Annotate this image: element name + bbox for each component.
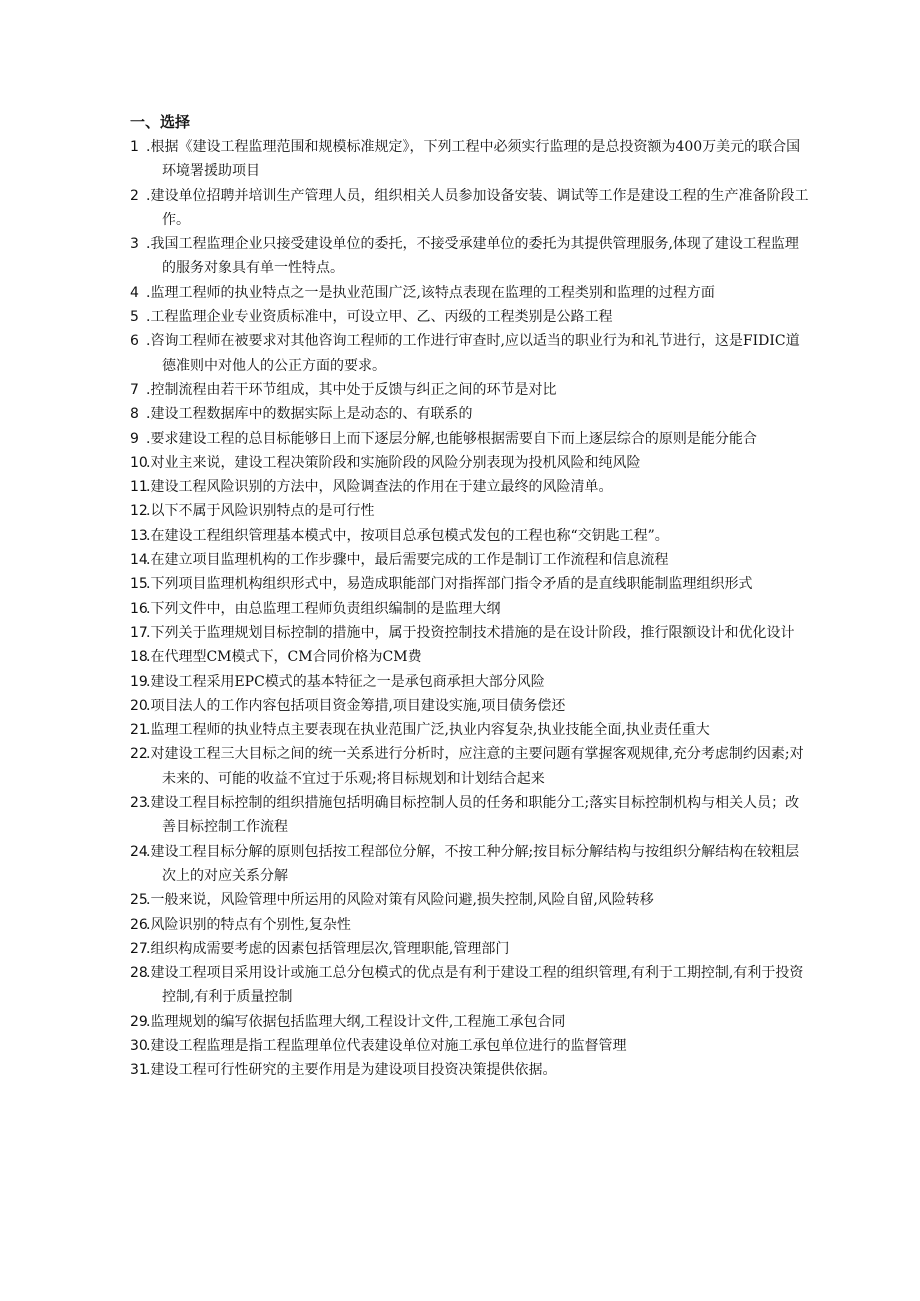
- item-number: 14: [130, 552, 148, 569]
- list-item: [0, 694, 920, 718]
- list-item: [0, 937, 920, 961]
- item-text: .在建设工程组织管理基本模式中，按项目总承包模式发包的工程也称“交钥匙工程”。: [146, 527, 669, 544]
- list-item: [0, 475, 920, 499]
- item-number: 17: [130, 624, 148, 641]
- item-text: .项目法人的工作内容包括项目资金筹措,项目建设实施,项目债务偿还: [146, 697, 566, 714]
- list-item: [0, 597, 920, 621]
- item-number: 1: [130, 139, 139, 155]
- item-number: 31: [130, 1062, 148, 1079]
- list-item: [0, 572, 920, 596]
- list-item: [0, 378, 920, 402]
- item-text: .监理工程师的执业特点之一是执业范围广泛,该特点表现在监理的工程类别和监理的过程方面: [146, 284, 715, 301]
- list-item: [0, 1010, 920, 1034]
- item-text: .监理工程师的执业特点主要表现在执业范围广泛,执业内容复杂,执业技能全面,执业责任重大: [146, 722, 710, 739]
- list-item: [0, 791, 920, 840]
- item-text: .建设工程数据库中的数据实际上是动态的、有联系的: [146, 406, 473, 423]
- item-number: 10: [130, 454, 148, 471]
- item-number: 16: [130, 600, 148, 617]
- list-item: [0, 840, 920, 889]
- item-number: 18: [130, 649, 148, 666]
- item-number: 27: [130, 940, 148, 957]
- question-list: [0, 135, 920, 1083]
- item-text: .建设工程项目采用设计或施工总分包模式的优点是有利于建设工程的组织管理,有利于工期控制,有利于投资控制,有利于质量控制: [146, 965, 804, 1006]
- item-number: 22: [130, 746, 148, 763]
- item-number: 21: [130, 722, 148, 739]
- list-item: [0, 135, 920, 184]
- item-text: .组织构成需要考虑的因素包括管理层次,管理职能,管理部门: [146, 940, 510, 957]
- item-number: 9: [130, 430, 139, 447]
- item-text: .下列文件中，由总监理工程师负责组织编制的是监理大纲: [146, 600, 501, 617]
- item-text: .风险识别的特点有个别性,复杂性: [146, 916, 351, 933]
- item-text: .对业主来说，建设工程决策阶段和实施阶段的风险分别表现为投机风险和纯风险: [146, 454, 641, 471]
- list-item: [0, 670, 920, 694]
- list-item: [0, 232, 920, 281]
- item-number: 11: [130, 479, 148, 496]
- item-text: .建设工程目标分解的原则包括按工程部位分解，不按工种分解;按目标分解结构与按组织分解结构在较粗层次上的对应关系分解: [146, 843, 800, 884]
- item-number: 30: [130, 1037, 148, 1054]
- item-text: .一般来说，风险管理中所运用的风险对策有风险问避,损失控制,风险自留,风险转移: [146, 892, 654, 909]
- item-text: .下列项目监理机构组织形式中，易造成职能部门对指挥部门指令矛盾的是直线职能制监理组织形式: [146, 576, 753, 593]
- list-item: [0, 913, 920, 937]
- item-text: .建设工程目标控制的组织措施包括明确目标控制人员的任务和职能分工;落实目标控制机构与相关人员；改善目标控制工作流程: [146, 795, 800, 836]
- item-text: .以下不属于风险识别特点的是可行性: [146, 503, 375, 520]
- item-text: .建设单位招聘并培训生产管理人员，组织相关人员参加设备安装、调试等工作是建设工程的生产准备阶段工作。: [146, 187, 809, 228]
- list-item: [0, 499, 920, 523]
- item-text: .对建设工程三大目标之间的统一关系进行分析时，应注意的主要问题有掌握客观规律,充分考虑制约因素;对未来的、可能的收益不宜过于乐观;将目标规划和计划结合起来: [146, 746, 804, 787]
- list-item: [0, 402, 920, 426]
- item-number: 25: [130, 892, 148, 909]
- list-item: [0, 1058, 920, 1082]
- item-number: 12: [130, 503, 148, 520]
- list-item: [0, 888, 920, 912]
- section-heading: 一、选择: [130, 113, 191, 131]
- item-text: .建设工程采用EPC模式的基本特征之一是承包商承担大部分风险: [146, 673, 545, 690]
- item-text: .工程监理企业专业资质标准中，可设立甲、乙、丙级的工程类别是公路工程: [146, 309, 613, 326]
- item-number: 24: [130, 843, 148, 860]
- list-item: [0, 524, 920, 548]
- item-number: 15: [130, 576, 148, 593]
- item-number: 3: [130, 236, 139, 253]
- item-number: 29: [130, 1013, 148, 1030]
- item-number: 8: [130, 406, 139, 423]
- item-text: .下列关于监理规划目标控制的措施中，属于投资控制技术措施的是在设计阶段，推行限额设计和优化设计: [146, 624, 795, 641]
- item-text: .根据《建设工程监理范围和规模标准规定》，下列工程中必须实行监理的是总投资额为400万美元的联合国环境署援助项目: [146, 139, 801, 180]
- item-text: .监理规划的编写依据包括监理大纲,工程设计文件,工程施工承包合同: [146, 1013, 566, 1030]
- list-item: [0, 718, 920, 742]
- list-item: [0, 184, 920, 233]
- item-number: 19: [130, 673, 148, 690]
- item-number: 13: [130, 527, 148, 544]
- list-item: [0, 305, 920, 329]
- list-item: [0, 281, 920, 305]
- item-text: .建设工程可行性研究的主要作用是为建设项目投资决策提供依据。: [146, 1062, 557, 1079]
- item-text: .要求建设工程的总目标能够日上而下逐层分解,也能够根据需要自下而上逐层综合的原则是能分能合: [146, 430, 757, 447]
- item-text: .我国工程监理企业只接受建设单位的委托，不接受承建单位的委托为其提供管理服务,体现了建设工程监理的服务对象具有单一性特点。: [146, 236, 799, 277]
- item-number: 23: [130, 795, 148, 812]
- list-item: [0, 742, 920, 791]
- list-item: [0, 1034, 920, 1058]
- list-item: [0, 645, 920, 669]
- item-number: 28: [130, 965, 148, 982]
- item-text: .建设工程监理是指工程监理单位代表建设单位对施工承包单位进行的监督管理: [146, 1037, 627, 1054]
- list-item: [0, 961, 920, 1010]
- list-item: [0, 427, 920, 451]
- list-item: [0, 548, 920, 572]
- item-number: 7: [130, 381, 139, 398]
- item-number: 26: [130, 916, 148, 933]
- item-number: 20: [130, 697, 148, 714]
- list-item: [0, 621, 920, 645]
- list-item: [0, 451, 920, 475]
- item-text: .建设工程风险识别的方法中，风险调查法的作用在于建立最终的风险清单。: [146, 479, 613, 496]
- item-text: .在建立项目监理机构的工作步骤中，最后需要完成的工作是制订工作流程和信息流程: [146, 552, 669, 569]
- item-number: 4: [130, 284, 139, 301]
- item-text: .咨询工程师在被要求对其他咨询工程师的工作进行审查时,应以适当的职业行为和礼节进行，这是FIDIC道德准则中对他人的公正方面的要求。: [146, 333, 800, 374]
- list-item: [0, 329, 920, 378]
- item-text: .控制流程由若干环节组成，其中处于反馈与纠正之间的环节是对比: [146, 381, 557, 398]
- item-number: 6: [130, 333, 139, 350]
- item-text: .在代理型CM模式下，CM合同价格为CM费: [146, 649, 422, 666]
- item-number: 5: [130, 309, 139, 326]
- item-number: 2: [130, 187, 139, 204]
